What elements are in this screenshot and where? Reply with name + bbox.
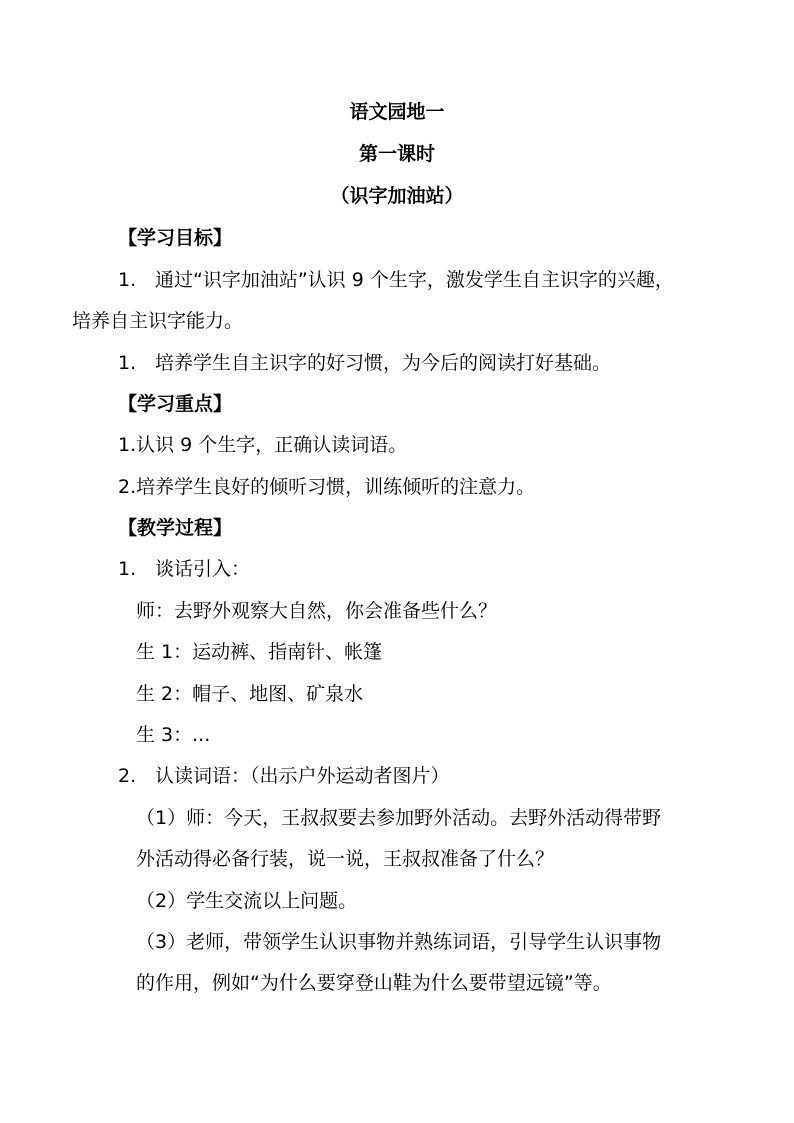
step-1-title: 谈话引入：: [155, 558, 251, 580]
objective-2-num: 1.: [118, 352, 137, 374]
dialogue-student-3: 生 3：...: [136, 724, 211, 746]
objective-1-text-line1: 通过“识字加油站”认识 9 个生字，激发学生自主识字的兴趣，: [155, 269, 674, 291]
dialogue-teacher: 师：去野外观察大自然，你会准备些什么？: [136, 600, 498, 622]
step-1-num: 1.: [118, 558, 137, 580]
step-2-item-3-line2: 的作用，例如“为什么要穿登山鞋为什么要带望远镜”等。: [136, 972, 612, 994]
key-point-2: 2.培养学生良好的倾听习惯，训练倾听的注意力。: [118, 476, 536, 498]
step-2-title: 认读词语：（出示户外运动者图片）: [155, 765, 450, 787]
step-2-item-1-line2: 外活动得必备行装，说一说，王叔叔准备了什么？: [136, 848, 555, 870]
process-heading: 【教学过程】: [118, 517, 233, 539]
document-title: 语文园地一: [349, 101, 445, 123]
dialogue-student-2: 生 2：帽子、地图、矿泉水: [136, 683, 364, 705]
objectives-heading: 【学习目标】: [118, 227, 233, 249]
step-2-item-3-line1: （3）老师，带领学生认识事物并熟练词语，引导学生认识事物: [136, 931, 662, 953]
dialogue-student-1: 生 1：运动裤、指南针、帐篷: [136, 641, 383, 663]
key-points-heading: 【学习重点】: [118, 393, 233, 415]
objective-1-num: 1.: [118, 269, 137, 291]
key-point-1: 1.认识 9 个生字，正确认读词语。: [118, 434, 408, 456]
document-topic: （识字加油站）: [330, 185, 464, 207]
document-subtitle: 第一课时: [358, 143, 435, 165]
step-2-item-1-line1: （1）师：今天，王叔叔要去参加野外活动。去野外活动得带野: [136, 807, 662, 829]
objective-1-text-line2: 培养自主识字能力。: [72, 310, 244, 332]
objective-2-text: 培养学生自主识字的好习惯，为今后的阅读打好基础。: [155, 352, 612, 374]
step-2-item-2: （2）学生交流以上问题。: [136, 890, 358, 912]
step-2-num: 2.: [118, 765, 137, 787]
